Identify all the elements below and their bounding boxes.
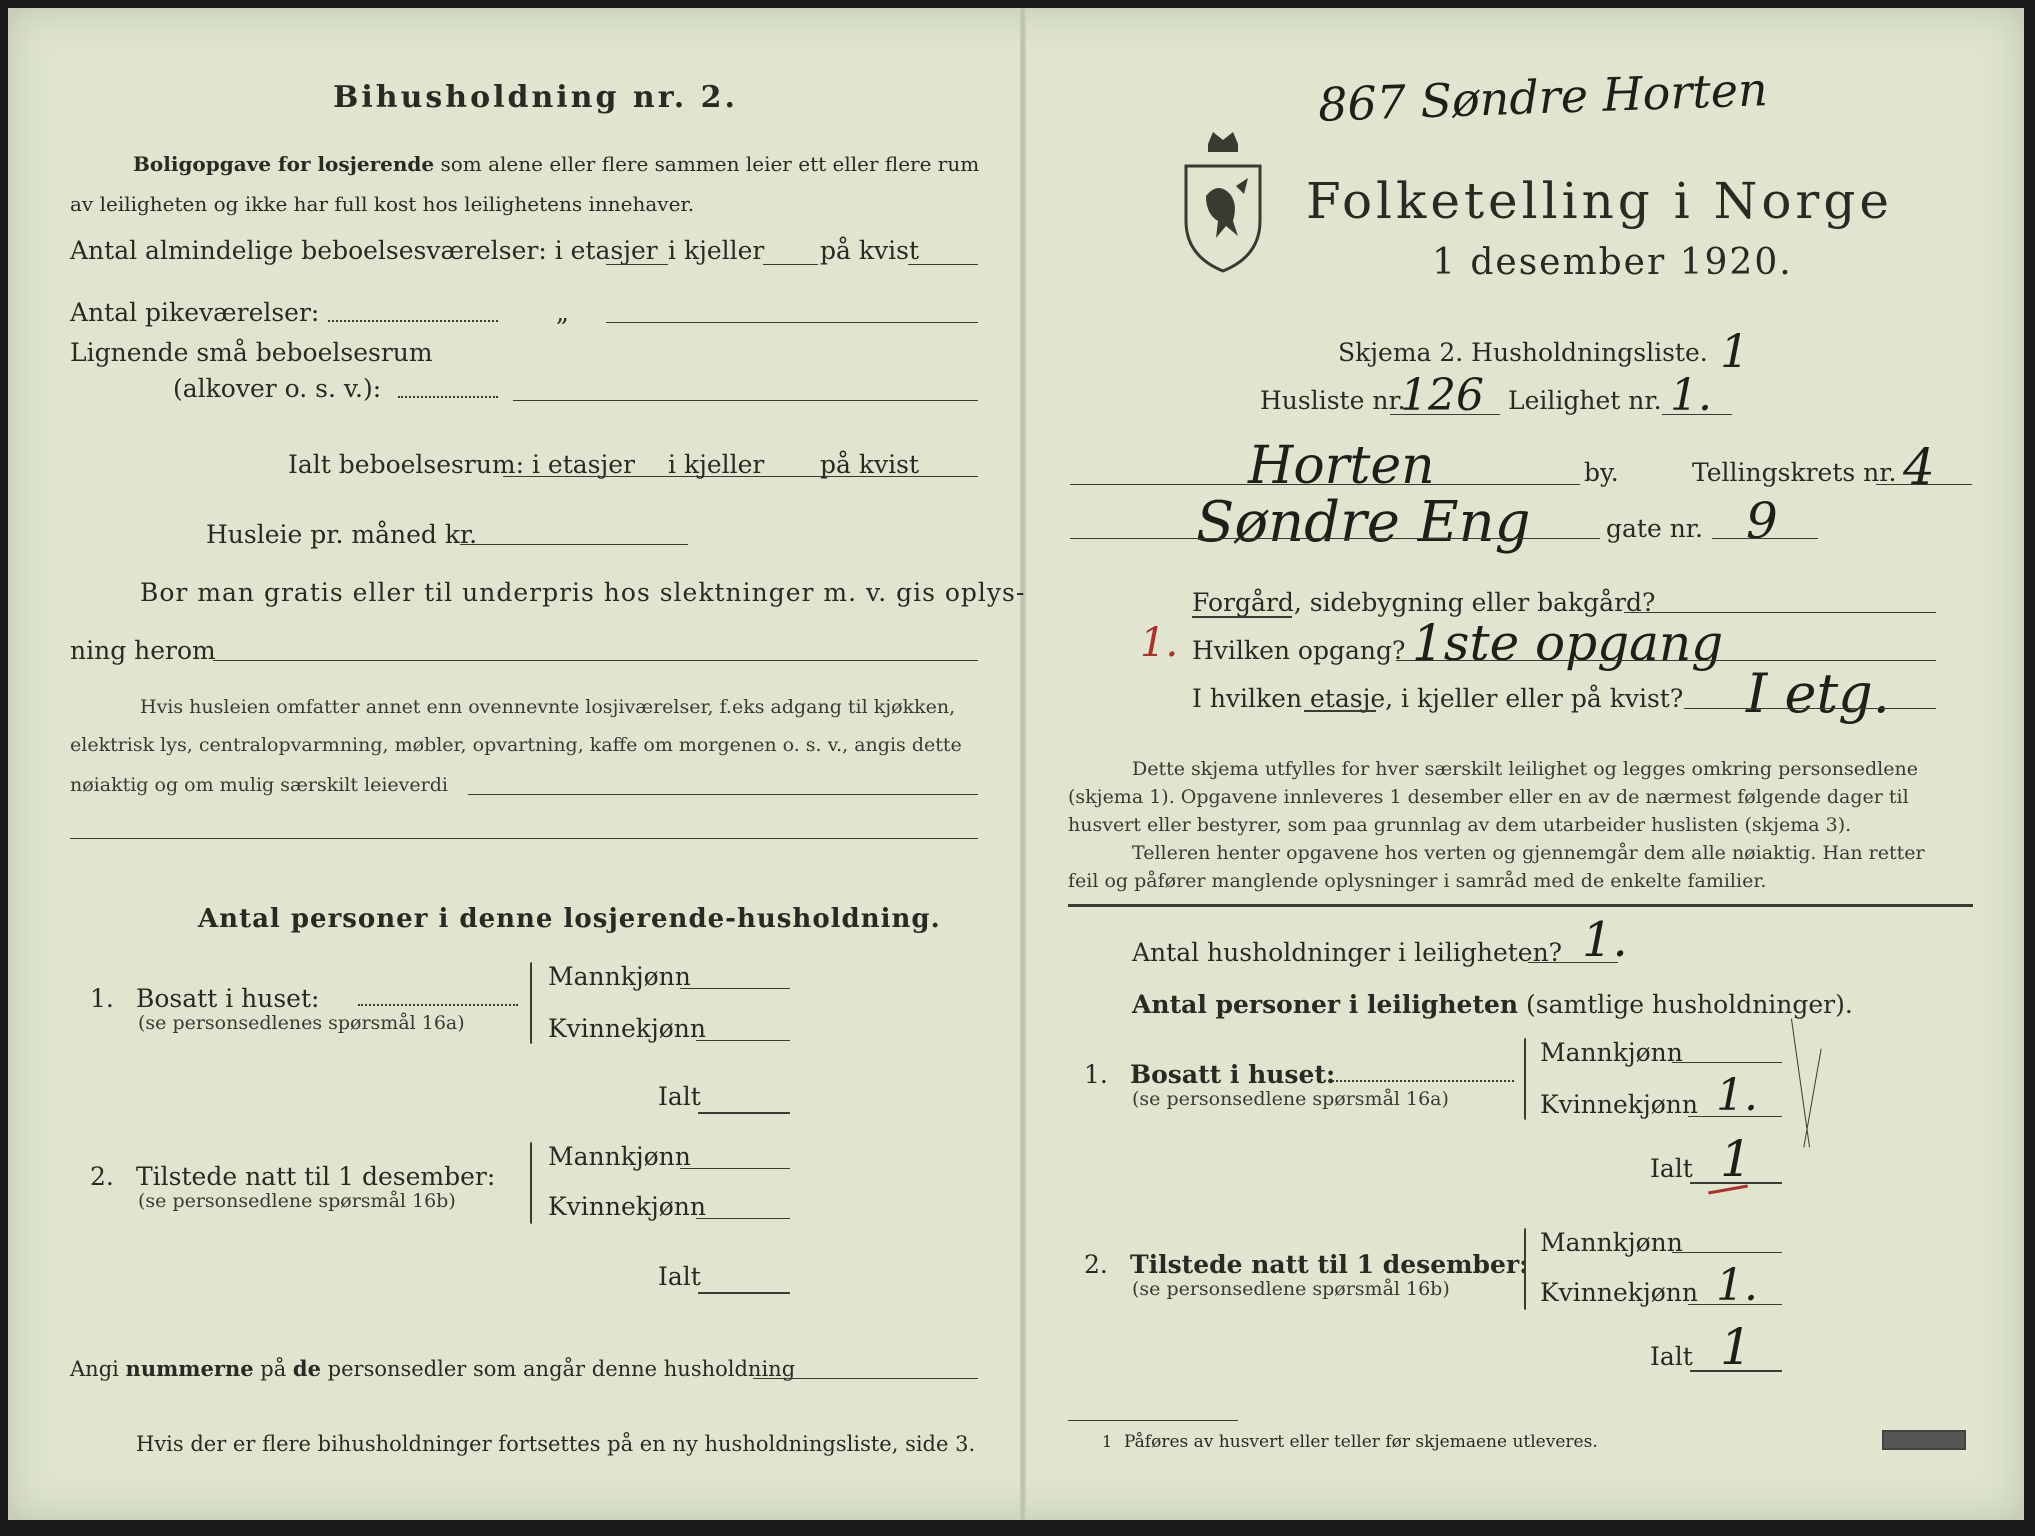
- note-line3: nøiaktig og om mulig særskilt leieverdi: [70, 774, 448, 796]
- right-item2-kvinne-value: 1.: [1716, 1260, 1758, 1311]
- etasje-value: I etg.: [1746, 662, 1890, 725]
- instr-line3: husvert eller bestyrer, som paa grunnlag av dem utarbeider huslisten (skjema 3).: [1068, 814, 1852, 836]
- street-value: Søndre Eng: [1196, 490, 1531, 555]
- forgard-label: Forgård, sidebygning eller bakgård?: [1192, 588, 1656, 617]
- left-item2-mann: Mannkjønn: [548, 1142, 691, 1171]
- intro-bold: Boligopgave for losjerende: [133, 152, 435, 176]
- footnote-mark: 1: [1102, 1432, 1113, 1451]
- left-item2-num: 2.: [90, 1162, 114, 1191]
- tellingskrets-label: Tellingskrets nr.: [1692, 458, 1897, 487]
- note-line2: elektrisk lys, centralopvarmning, møbler, opvartning, kaffe om morgenen o. s. v., angis dette: [70, 734, 962, 756]
- angi-rest: personsedler som angår denne husholdning: [327, 1357, 796, 1381]
- q-gratis: Bor man gratis eller til underpris hos slektninger m. v. gis oplys-: [140, 578, 1026, 607]
- left-item2-sub: (se personsedlene spørsmål 16b): [138, 1190, 456, 1212]
- right-item1-num: 1.: [1084, 1060, 1108, 1089]
- check-stroke-2: [1803, 1049, 1821, 1148]
- angi-field[interactable]: [753, 1378, 978, 1379]
- instr-line4: Telleren henter opgavene hos verten og gjennemgår dem alle nøiaktig. Han retter: [1132, 842, 1925, 864]
- leieverdi-field-2[interactable]: [70, 838, 978, 839]
- skjema-handwriting: 1: [1720, 324, 1750, 378]
- left-item1-num: 1.: [90, 984, 114, 1013]
- left-item1-mann: Mannkjønn: [548, 962, 691, 991]
- footnote-rule: [1068, 1420, 1238, 1421]
- alkover-leader: [398, 396, 498, 398]
- etasje-underline: [1304, 710, 1376, 712]
- city-value: Horten: [1248, 436, 1435, 496]
- angi-bold: nummerne: [125, 1356, 254, 1381]
- angi-mid: på: [260, 1357, 287, 1381]
- left-footer: Hvis der er flere bihusholdninger fortsettes på en ny husholdningsliste, side 3.: [136, 1432, 976, 1456]
- right-item1-label: Bosatt i huset:: [1130, 1060, 1336, 1089]
- ditto-mark: „: [556, 298, 569, 327]
- angi-bold2: de: [292, 1356, 321, 1381]
- opgang-value: 1ste opgang: [1412, 614, 1724, 672]
- rooms-kvist-field[interactable]: [908, 264, 978, 265]
- right-item2-sub: (se personsedlene spørsmål 16b): [1132, 1278, 1450, 1300]
- husliste-label: Husliste nr.: [1260, 386, 1406, 415]
- left-item2-kvinne: Kvinnekjønn: [548, 1192, 706, 1221]
- q-rooms: Antal almindelige beboelsesværelser: i etasjer: [70, 236, 658, 265]
- right-item1-kvinne-field[interactable]: [1688, 1116, 1782, 1117]
- q-kvist: på kvist: [820, 236, 919, 265]
- q-kjeller: i kjeller: [668, 236, 765, 265]
- left-item2-ialt: Ialt: [658, 1262, 701, 1291]
- right-item2-kvinne-field[interactable]: [1688, 1304, 1782, 1305]
- left-item1-leader: [358, 1004, 518, 1006]
- right-item2-ialt: Ialt: [1650, 1342, 1693, 1371]
- left-item2-label: Tilstede natt til 1 desember:: [136, 1162, 496, 1191]
- left-heading: Bihusholdning nr. 2.: [333, 80, 738, 115]
- instr-divider: [1068, 904, 1973, 907]
- right-item2-ialt-value: 1: [1720, 1318, 1752, 1376]
- left-item2-ialt-field[interactable]: [698, 1292, 790, 1294]
- alkover-field[interactable]: [513, 400, 978, 401]
- tellingskrets-field[interactable]: [1876, 484, 1972, 485]
- leilighet-field[interactable]: [1662, 414, 1732, 415]
- q-husleie: Husleie pr. måned kr.: [206, 520, 478, 549]
- city-field[interactable]: [1070, 484, 1580, 485]
- page-fold: [1020, 8, 1026, 1520]
- right-item2-mann-field[interactable]: [1672, 1252, 1782, 1253]
- opgang-label: Hvilken opgang?: [1192, 636, 1406, 665]
- angi-pre: Angi: [70, 1357, 119, 1381]
- left-intro: [133, 152, 979, 176]
- coat-of-arms-icon: [1178, 126, 1268, 276]
- by-label: by.: [1584, 458, 1619, 487]
- right-item2-label: Tilstede natt til 1 desember:: [1130, 1250, 1529, 1279]
- q-gratis2: ning herom: [70, 636, 216, 665]
- left-item1-kvinne: Kvinnekjønn: [548, 1014, 706, 1043]
- right-item1-ialt-field[interactable]: [1690, 1182, 1782, 1184]
- instr-line2: (skjema 1). Opgavene innleveres 1 desember eller en av de nærmest følgende dager til: [1068, 786, 1909, 808]
- husholdninger-field[interactable]: [1528, 962, 1618, 963]
- etasje-field[interactable]: [1684, 708, 1936, 709]
- gratis-field[interactable]: [213, 660, 978, 661]
- left-persons-heading: Antal personer i denne losjerende-husholdning.: [198, 904, 941, 934]
- q-alkover: (alkover o. s. v.):: [173, 374, 382, 403]
- pike-field[interactable]: [606, 322, 978, 323]
- right-item1-kvinne-value: 1.: [1716, 1070, 1758, 1121]
- right-item2-ialt-field[interactable]: [1690, 1370, 1782, 1372]
- form-date: 1 desember 1920.: [1432, 242, 1793, 283]
- husliste-value: 126: [1400, 370, 1484, 421]
- instr-line1: Dette skjema utfylles for hver særskilt leilighet og legges omkring personsedlene: [1132, 758, 1918, 780]
- q-ialt: Ialt beboelsesrum: i etasjer: [288, 450, 636, 479]
- census-form-sheet: [8, 8, 2024, 1520]
- intro-rest: som alene eller flere sammen leier ett eller flere rum: [440, 152, 980, 176]
- right-item2-num: 2.: [1084, 1250, 1108, 1279]
- right-item1-brace: [1524, 1038, 1526, 1120]
- left-item2-kvinne-field[interactable]: [696, 1218, 790, 1219]
- persons-bold: Antal personer i leiligheten: [1132, 990, 1519, 1019]
- left-item1-kvinne-field[interactable]: [696, 1040, 790, 1041]
- husholdninger-value: 1.: [1582, 912, 1628, 968]
- gate-label: gate nr.: [1606, 514, 1703, 543]
- street-field[interactable]: [1070, 538, 1600, 539]
- gate-field[interactable]: [1712, 538, 1818, 539]
- skjema-label: Skjema 2. Husholdningsliste.: [1338, 338, 1708, 367]
- husholdninger-label: Antal husholdninger i leiligheten?: [1132, 938, 1563, 967]
- tellingskrets-value: 4: [1903, 438, 1935, 496]
- q-lignende: Lignende små beboelsesrum: [70, 338, 433, 367]
- pike-leader: [328, 320, 498, 322]
- q-ialt-kjeller: i kjeller: [668, 450, 765, 479]
- right-item1-leader: [1324, 1080, 1514, 1082]
- right-item1-kvinne: Kvinnekjønn: [1540, 1090, 1698, 1119]
- margin-mark: 1.: [1140, 620, 1179, 666]
- left-item1-brace: [530, 962, 532, 1044]
- right-item1-ialt: Ialt: [1650, 1154, 1693, 1183]
- leilighet-label: Leilighet nr.: [1508, 386, 1662, 415]
- right-item1-sub: (se personsedlene spørsmål 16a): [1132, 1088, 1449, 1110]
- right-item1-ialt-value: 1: [1720, 1130, 1752, 1188]
- forgard-underline: [1192, 616, 1292, 618]
- left-item1-mann-field[interactable]: [680, 988, 790, 989]
- footnote-text: Påføres av husvert eller teller før skjemaene utleveres.: [1124, 1432, 1598, 1452]
- opgang-field[interactable]: [1396, 660, 1936, 661]
- right-persons-heading: [1132, 990, 1853, 1019]
- intro-line2: av leiligheten og ikke har full kost hos leilighetens innehaver.: [70, 192, 695, 216]
- angi-line: [70, 1356, 795, 1381]
- forgard-field[interactable]: [1624, 612, 1936, 613]
- left-item1-ialt-field[interactable]: [698, 1112, 790, 1114]
- left-item2-brace: [530, 1142, 532, 1224]
- etasje-label: I hvilken etasje, i kjeller eller på kvist?: [1192, 684, 1684, 713]
- left-item2-mann-field[interactable]: [680, 1168, 790, 1169]
- left-item1-ialt: Ialt: [658, 1082, 701, 1111]
- q-pike: Antal pikeværelser:: [70, 298, 320, 327]
- right-item2-brace: [1524, 1228, 1526, 1310]
- persons-rest: (samtlige husholdninger).: [1526, 990, 1853, 1019]
- leieverdi-field[interactable]: [468, 794, 978, 795]
- right-item1-mann: Mannkjønn: [1540, 1038, 1683, 1067]
- right-item2-mann: Mannkjønn: [1540, 1228, 1683, 1257]
- left-item1-sub: (se personsedlenes spørsmål 16a): [138, 1012, 465, 1034]
- husliste-field[interactable]: [1390, 414, 1500, 415]
- left-item1-label: Bosatt i huset:: [136, 984, 320, 1013]
- q-ialt-kvist: på kvist: [820, 450, 919, 479]
- top-handwriting: 867 Søndre Horten: [1317, 62, 1769, 132]
- husleie-field[interactable]: [460, 544, 688, 545]
- printer-stamp: [1882, 1430, 1966, 1450]
- form-title: Folketelling i Norge: [1306, 172, 1893, 230]
- right-item2-kvinne: Kvinnekjønn: [1540, 1278, 1698, 1307]
- note-line1: Hvis husleien omfatter annet enn ovennevnte losjiværelser, f.eks adgang til kjøkken,: [140, 696, 956, 718]
- rooms-kjeller-field[interactable]: [763, 264, 818, 265]
- right-item1-mann-field[interactable]: [1672, 1062, 1782, 1063]
- instr-line5: feil og påfører manglende oplysninger i samråd med de enkelte familier.: [1068, 870, 1767, 892]
- rooms-etasjer-field[interactable]: [606, 264, 668, 265]
- leilighet-value: 1.: [1670, 370, 1712, 421]
- gate-value: 9: [1746, 492, 1778, 550]
